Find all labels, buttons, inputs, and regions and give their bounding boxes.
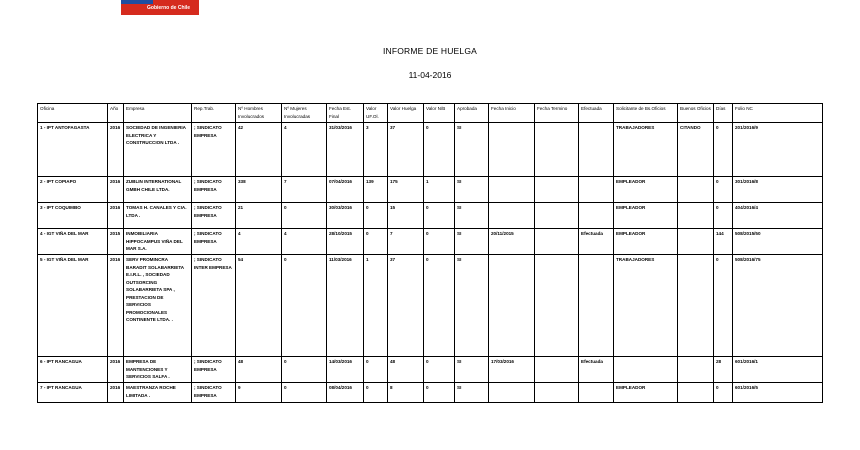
column-header: Valor Huelga [388,104,424,123]
table-cell: 8 [388,383,424,403]
table-cell: TRABAJADORES [614,123,678,177]
table-cell: 3 - IPT COQUIMBO [38,203,108,229]
table-cell: 20/11/2015 [489,229,535,255]
table-body [38,123,823,403]
table-cell: EMPLEADOR [614,177,678,203]
table-cell [678,383,714,403]
table-cell [489,123,535,177]
table-cell: 08/04/2016 [327,383,364,403]
table-cell: 11/03/2016 [327,255,364,357]
table-cell: 4 [236,229,282,255]
table-cell: 2016 [108,255,124,357]
table-cell: 30/03/2016 [327,203,364,229]
table-cell: 0 [364,229,388,255]
table-cell: ; SINDICATO EMPRESA [192,123,236,177]
table-cell: SI [455,203,489,229]
table-row [38,203,823,229]
table-cell: 508/2015/50 [733,229,823,255]
table-cell: 37 [388,255,424,357]
table-cell: 201/2016/9 [733,123,823,177]
table-header-row [38,104,823,123]
table-cell: 2016 [108,203,124,229]
table-cell: EMPLEADOR [614,203,678,229]
table-cell: 15 [388,203,424,229]
table-cell: 404/2016/4 [733,203,823,229]
table-cell [489,177,535,203]
table-cell: ; SINDICATO EMPRESA [192,177,236,203]
table-row [38,255,823,357]
table-cell [614,357,678,383]
table-cell [579,255,614,357]
table-cell: 0 [282,357,327,383]
table-cell [678,203,714,229]
table-cell: 0 [364,383,388,403]
table-cell: 0 [714,203,733,229]
table-cell: EMPLEADOR [614,383,678,403]
table-cell [579,177,614,203]
column-header: Días [714,104,733,123]
table-cell: 0 [424,229,455,255]
table-cell [489,203,535,229]
column-header: Buenos Oficios [678,104,714,123]
table-cell [579,383,614,403]
column-header: Empresa [124,104,192,123]
table-cell: 1 - IPT ANTOFAGASTA [38,123,108,177]
column-header: Nº Hombres Involucrados [236,104,282,123]
table-cell: 48 [236,357,282,383]
column-header: Oficina [38,104,108,123]
table-cell: TOMAS H. CANALES Y CIA. LTDA . [124,203,192,229]
table-cell: 7 [282,177,327,203]
table-cell: SI [455,177,489,203]
table-cell: 07/04/2016 [327,177,364,203]
table-cell: 0 [282,383,327,403]
table-cell: 0 [424,383,455,403]
table-cell [535,255,579,357]
table-cell [678,357,714,383]
table-cell: Efectuada [579,357,614,383]
table-cell: 1 [424,177,455,203]
table-row [38,229,823,255]
gobierno-de-chile-logo [121,0,199,15]
table-cell: 2016 [108,383,124,403]
table-cell: CITANDO [678,123,714,177]
logo-text: Gobierno de Chile [147,5,191,11]
table-cell: MAESTRANZA ROCHE LIMITADA . [124,383,192,403]
table-cell: 37 [388,123,424,177]
table-cell: ; SINDICATO EMPRESA [192,229,236,255]
table-cell [535,177,579,203]
table-cell: 0 [424,357,455,383]
table-cell: 28/10/2015 [327,229,364,255]
strike-report-table [37,103,823,403]
column-header: Rep.Trab. [192,104,236,123]
table-cell: SI [455,383,489,403]
table-cell: ; SINDICATO EMPRESA [192,383,236,403]
table-cell: 0 [714,255,733,357]
table-cell: 338 [236,177,282,203]
table-cell: 31/03/2016 [327,123,364,177]
column-header: Valor N/B [424,104,455,123]
column-header: Año [108,104,124,123]
table-cell: 1 [364,255,388,357]
column-header: Fecha Termino [535,104,579,123]
table-cell: 17/03/2016 [489,357,535,383]
table-cell: 2 - IPT COPIAPO [38,177,108,203]
table-cell [678,177,714,203]
table-cell: 175 [388,177,424,203]
table-cell: INMOBILIARIA HIPPOCAMPUS VIÑA DEL MAR S.A. [124,229,192,255]
table-row [38,177,823,203]
table-cell: SERV PROMINCRA BARADIT SOLABARRIETA E.I.R.L. , SOCIEDAD OUTSORCING SOLABARRIETA SPA , PRESTACION DE SERVICIOS PROMOCIONALES CONTINENTE LTDA. . [124,255,192,357]
table-cell [579,203,614,229]
table-cell: 3 [364,123,388,177]
report-title: INFORME DE HUELGA [382,46,478,56]
table-cell: 0 [714,123,733,177]
table-cell: 144 [714,229,733,255]
table-cell: 0 [282,255,327,357]
table-cell: 4 [282,123,327,177]
table-cell: SI [455,357,489,383]
table-cell: SI [455,229,489,255]
table-cell: EMPLEADOR [614,229,678,255]
table-cell: 0 [282,203,327,229]
table-cell [489,255,535,357]
table-cell [678,255,714,357]
table-cell: 4 - IGT VIÑA DEL MAR [38,229,108,255]
table-row [38,123,823,177]
table-row [38,383,823,403]
table-cell: 4 [282,229,327,255]
column-header: Efectuada [579,104,614,123]
table-cell: 0 [424,255,455,357]
table-cell [535,357,579,383]
table-cell: 2016 [108,123,124,177]
table-cell: 508/2016/75 [733,255,823,357]
table-cell: 0 [714,177,733,203]
table-cell [678,229,714,255]
table-cell: SI [455,123,489,177]
column-header: Aprobada [455,104,489,123]
table-cell [535,203,579,229]
table-cell: 9 [236,383,282,403]
column-header: Valor UF.Ol. [364,104,388,123]
table-cell [579,123,614,177]
table-row [38,357,823,383]
column-header: Fecha Est. Final [327,104,364,123]
table-cell: 301/2016/8 [733,177,823,203]
column-header: Fecha Inicio [489,104,535,123]
table-cell: 54 [236,255,282,357]
table-cell: 601/2016/5 [733,383,823,403]
column-header: Solicitante de Bs.Oficios [614,104,678,123]
table-cell: 14/03/2016 [327,357,364,383]
table-cell: 21 [236,203,282,229]
table-cell: 7 [388,229,424,255]
table-cell: 0 [424,123,455,177]
table-cell: ; SINDICATO EMPRESA [192,203,236,229]
table-cell: SI [455,255,489,357]
table-cell: 2016 [108,177,124,203]
report-date: 11-04-2016 [408,70,452,80]
table-cell: 601/2016/1 [733,357,823,383]
table-cell: 42 [236,123,282,177]
table-cell: ; SINDICATO EMPRESA [192,357,236,383]
table-cell: 5 - IGT VIÑA DEL MAR [38,255,108,357]
table-cell: 139 [364,177,388,203]
column-header: Nº Mujeres Involucradas [282,104,327,123]
table-cell: EMPRESA DE MANTENCIONES Y SERVICIOS SALFA . [124,357,192,383]
column-header: Folio NC [733,104,823,123]
table-cell [535,123,579,177]
table-cell: 48 [388,357,424,383]
table-cell: 0 [364,357,388,383]
table-cell: 7 - IPT RANCAGUA [38,383,108,403]
table-cell: ZUBLIN INTERNATIONAL GMBH CHILE LTDA. [124,177,192,203]
table-cell: 0 [424,203,455,229]
table-cell: 2015 [108,229,124,255]
table-cell: ; SINDICATO INTER EMPRESA [192,255,236,357]
table-cell: TRABAJADORES [614,255,678,357]
table-cell: Efectuada [579,229,614,255]
table-cell [535,229,579,255]
table-cell [489,383,535,403]
table-cell: SOCIEDAD DE INGENIERIA ELECTRICA Y CONSTRUCCION LTDA . [124,123,192,177]
table-cell: 2016 [108,357,124,383]
table-cell: 6 - IPT RANCAGUA [38,357,108,383]
table-cell: 0 [364,203,388,229]
table-cell: 0 [714,383,733,403]
table-cell: 28 [714,357,733,383]
table-cell [535,383,579,403]
